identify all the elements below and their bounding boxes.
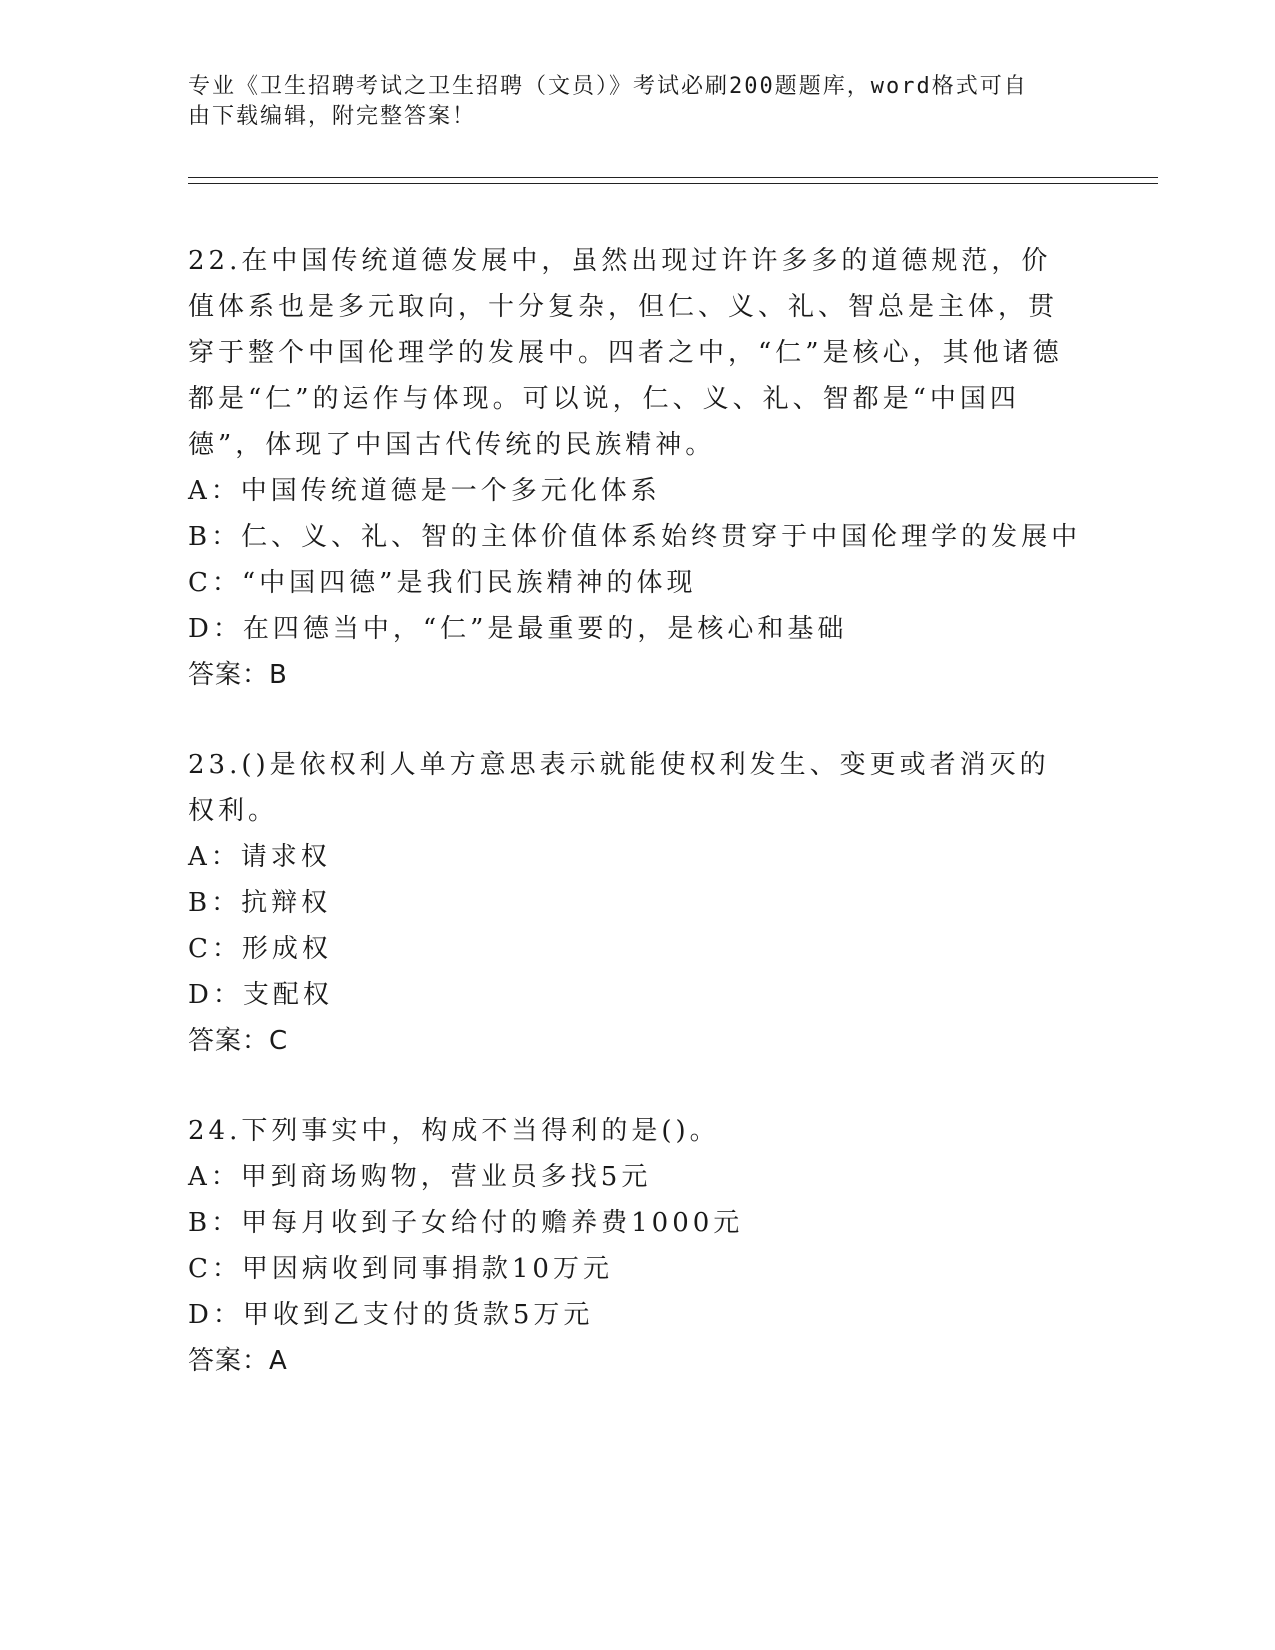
answer-line: 答案：A [188, 1346, 288, 1376]
option-c: C：“中国四德”是我们民族精神的体现 [188, 568, 697, 598]
option-a: A：中国传统道德是一个多元化体系 [188, 476, 661, 506]
question-23 [188, 742, 1068, 1064]
header-divider-top [188, 177, 1158, 178]
option-d: D：支配权 [188, 980, 333, 1010]
option-d: D：在四德当中，“仁”是最重要的，是核心和基础 [188, 614, 848, 644]
document-header [188, 72, 1068, 132]
question-stem: 22.在中国传统道德发展中，虽然出现过许许多多的道德规范，价值体系也是多元取向，十分复杂，但仁、义、礼、智总是主体，贯穿于整个中国伦理学的发展中。四者之中，“仁”是核心，其他诸德都是“仁”的运作与体现。可以说，仁、义、礼、智都是“中国四德”，体现了中国古代传统的民族精神。 [188, 246, 1063, 460]
question-gap [188, 698, 1068, 742]
question-gap [188, 1064, 1068, 1108]
option-a: A：甲到商场购物，营业员多找5元 [188, 1162, 652, 1192]
question-stem: 24.下列事实中，构成不当得利的是()。 [188, 1116, 720, 1146]
header-divider-bottom [188, 183, 1158, 184]
header-line-1: 专业《卫生招聘考试之卫生招聘（文员）》考试必刷200题题库，word格式可自 [188, 74, 1028, 99]
question-22 [188, 238, 1082, 698]
option-b: B：抗辩权 [188, 888, 332, 918]
answer-line: 答案：B [188, 660, 288, 690]
option-c: C：形成权 [188, 934, 332, 964]
answer-line: 答案：C [188, 1026, 289, 1056]
question-list [188, 238, 1082, 1384]
question-24 [188, 1108, 1068, 1384]
header-line-2: 由下载编辑，附完整答案！ [188, 104, 477, 129]
option-c: C：甲因病收到同事捐款10万元 [188, 1254, 613, 1284]
option-b: B：甲每月收到子女给付的赡养费1000元 [188, 1208, 744, 1238]
option-d: D：甲收到乙支付的货款5万元 [188, 1300, 594, 1330]
question-stem: 23.()是依权利人单方意思表示就能使权利发生、变更或者消灭的权利。 [188, 750, 1050, 826]
option-b: B：仁、义、礼、智的主体价值体系始终贯穿于中国伦理学的发展中 [188, 522, 1082, 552]
option-a: A：请求权 [188, 842, 331, 872]
